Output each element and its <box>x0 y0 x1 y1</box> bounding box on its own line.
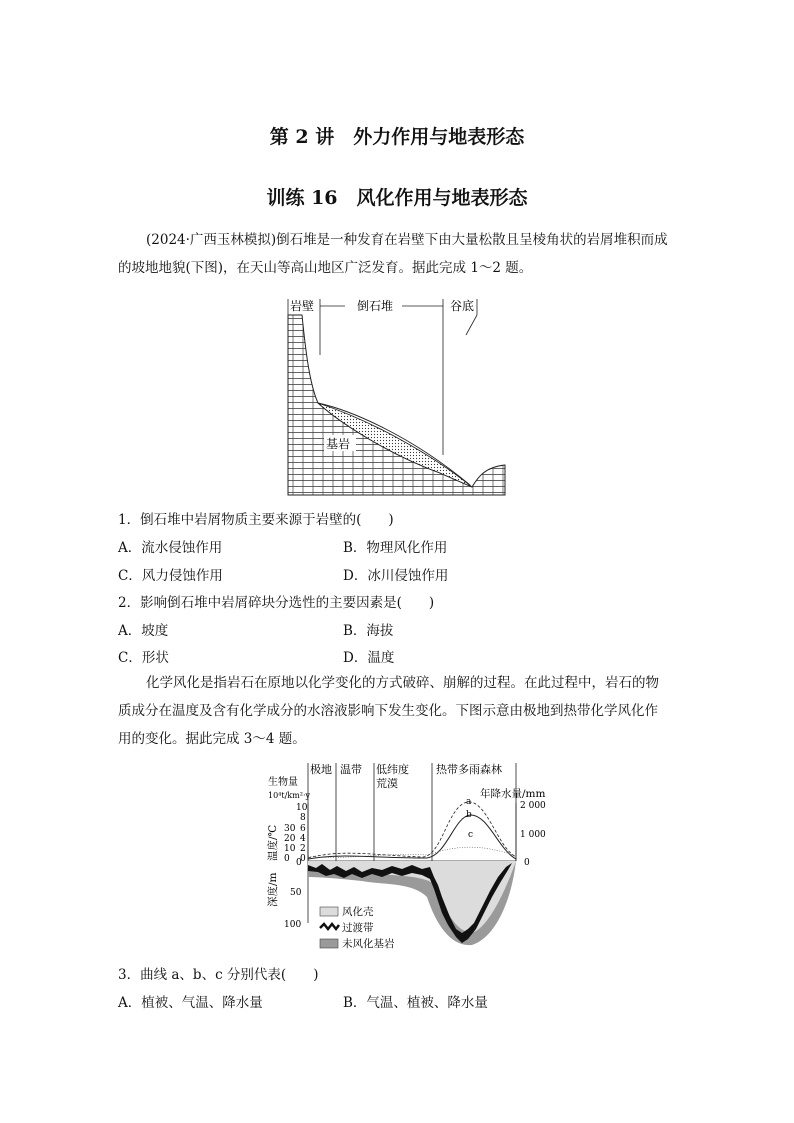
lecture-title: 第 2 讲 外力作用与地表形态 <box>269 126 525 148</box>
training-title: 训练 16 风化作用与地表形态 <box>266 187 528 209</box>
zone-tropical: 热带多雨森林 <box>436 763 502 776</box>
q2-option-c: C．形状 <box>118 650 169 666</box>
precip-tick: 0 <box>524 858 530 868</box>
temp-tick: 0 <box>284 854 290 864</box>
talus-figure <box>280 295 520 500</box>
label-bedrock: 基岩 <box>326 437 351 451</box>
curve-b-label: b <box>466 810 472 820</box>
label-wall: 岩壁 <box>290 299 315 313</box>
legend-crust: 风化壳 <box>342 906 374 918</box>
q2-stem: 2．影响倒石堆中岩屑碎块分选性的主要因素是( ) <box>118 595 435 611</box>
q1-option-d: D．冰川侵蚀作用 <box>343 568 449 584</box>
legend-bedrock: 未风化基岩 <box>342 938 395 950</box>
q3-option-b: B．气温、植被、降水量 <box>343 995 488 1011</box>
q3-stem: 3．曲线 a、b、c 分别代表( ) <box>118 967 319 983</box>
intro1-line2: 的坡地地貌(下图)，在天山等高山地区广泛发育。据此完成 1～2 题。 <box>118 260 533 276</box>
depth-tick: 0 <box>296 858 302 868</box>
curve-a-label: a <box>466 797 472 807</box>
biomass-tick: 8 <box>300 813 306 823</box>
intro2-line1: 化学风化是指岩石在原地以化学变化的方式破碎、崩解的过程。在此过程中，岩石的物 <box>146 675 659 691</box>
precip-label: 年降水量/mm <box>480 788 546 800</box>
label-valley: 谷底 <box>450 299 475 313</box>
q1-option-c: C．风力侵蚀作用 <box>118 568 223 584</box>
intro2-line3: 用的变化。据此完成 3～4 题。 <box>118 731 306 747</box>
zone-polar: 极地 <box>310 763 332 776</box>
depth-tick: 100 <box>284 920 302 930</box>
q3-option-a: A．植被、气温、降水量 <box>118 995 263 1011</box>
legend-transition: 过渡带 <box>342 922 374 934</box>
temp-tick: 20 <box>284 834 296 844</box>
label-talus: 倒石堆 <box>357 299 394 313</box>
temp-tick: 30 <box>284 824 296 834</box>
weathering-figure <box>262 757 562 957</box>
curve-a-line <box>308 802 516 858</box>
zone-desert-line1: 低纬度 <box>376 763 409 776</box>
biomass-tick: 0 <box>300 854 306 864</box>
q1-stem: 1．倒石堆中岩屑物质主要来源于岩壁的( ) <box>118 512 394 528</box>
zone-desert-line2: 荒漠 <box>376 777 398 790</box>
temp-tick: 10 <box>284 844 296 854</box>
biomass-label: 生物量 <box>268 777 298 788</box>
biomass-unit: 10⁴t/km²·y <box>268 791 310 800</box>
depth-label: 深度/m <box>267 872 279 907</box>
zone-temperate: 温带 <box>340 763 362 776</box>
q2-option-a: A．坡度 <box>118 623 169 639</box>
curve-c-label: c <box>468 830 474 840</box>
q2-option-b: B．海拔 <box>343 623 394 639</box>
q1-option-a: A．流水侵蚀作用 <box>118 540 223 556</box>
biomass-tick: 10 <box>296 803 308 813</box>
depth-tick: 50 <box>290 888 302 898</box>
intro2-line2: 质成分在温度及含有化学成分的水溶液影响下发生变化。下图示意由极地到热带化学风化作 <box>118 703 658 719</box>
biomass-tick: 6 <box>300 824 306 834</box>
q1-option-b: B．物理风化作用 <box>343 540 448 556</box>
intro1-line1: (2024·广西玉林模拟)倒石堆是一种发育在岩壁下由大量松散且呈棱角状的岩屑堆积而成 <box>146 232 668 248</box>
biomass-tick: 2 <box>300 844 306 854</box>
q2-option-d: D．温度 <box>343 650 395 666</box>
curve-b-line <box>308 815 516 859</box>
temp-label: 温度/℃ <box>267 824 279 861</box>
precip-tick: 1 000 <box>520 830 546 840</box>
biomass-tick: 4 <box>300 834 306 844</box>
precip-tick: 2 000 <box>520 801 546 811</box>
